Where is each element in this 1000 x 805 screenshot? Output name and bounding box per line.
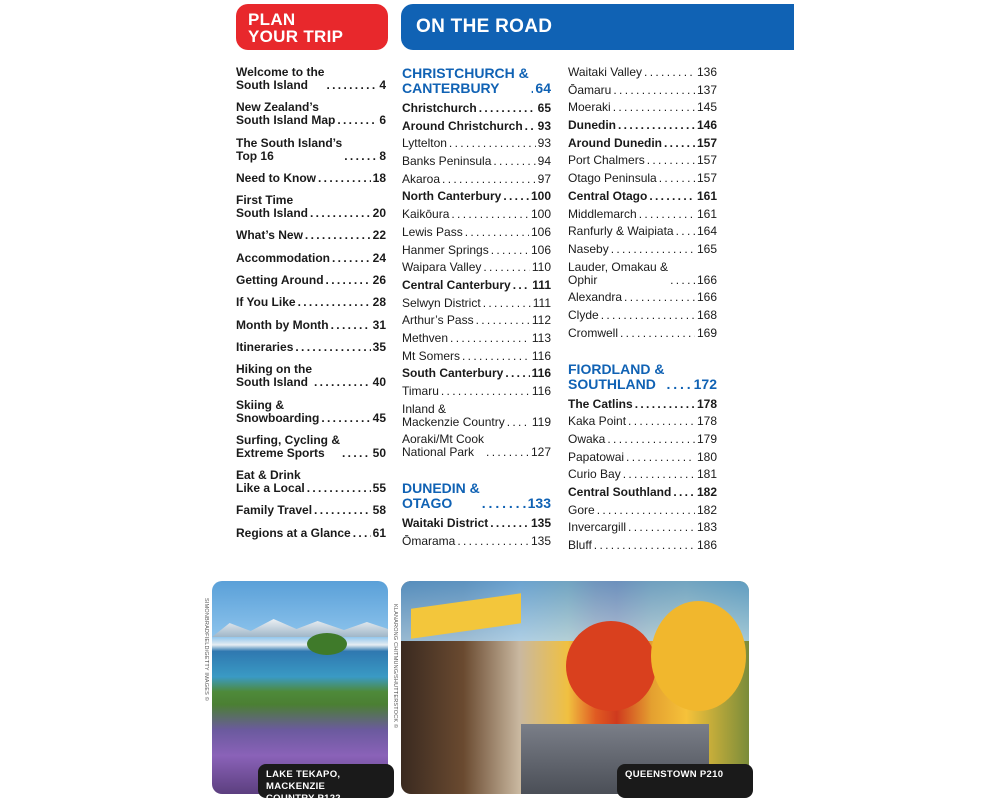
toc-entry-title: Need to Know — [236, 170, 316, 185]
dot-leader — [639, 208, 695, 221]
dot-leader — [442, 173, 536, 186]
toc-entry-title: Clyde — [568, 307, 599, 322]
plan-your-trip-banner — [236, 4, 388, 50]
toc-entry-page: 179 — [696, 432, 717, 446]
dot-leader — [626, 451, 695, 464]
toc-entry[interactable] — [402, 208, 551, 221]
toc-entry-page: 157 — [696, 135, 717, 150]
left-photo-credit: SIMONBRADFIELD/GETTY IMAGES © — [203, 598, 209, 701]
toc-entry-title: Accommodation — [236, 250, 331, 265]
toc-entry[interactable] — [402, 155, 551, 168]
toc-entry-page: 97 — [537, 171, 551, 186]
toc-entry[interactable] — [402, 517, 551, 530]
dot-leader — [611, 243, 695, 256]
dot-leader — [635, 398, 695, 411]
toc-entry-page: 182 — [696, 485, 717, 500]
lake-tekapo-caption — [258, 764, 394, 804]
toc-entry-page: 157 — [696, 153, 717, 168]
toc-entry-title: Ōamaru — [568, 82, 612, 97]
toc-entry-title: Alexandra — [568, 290, 623, 305]
toc-entry-page: 146 — [696, 118, 717, 133]
toc-entry-page: 64 — [535, 80, 551, 96]
toc-entry-title: Inland & Mackenzie Country — [402, 401, 505, 429]
dot-leader — [451, 208, 529, 221]
dot-leader — [503, 190, 529, 203]
dot-leader — [620, 327, 695, 340]
toc-entry[interactable] — [236, 504, 386, 517]
toc-entry-page: 24 — [372, 250, 386, 265]
dot-leader — [525, 120, 536, 133]
toc-entry[interactable] — [402, 66, 551, 96]
toc-entry[interactable] — [236, 363, 386, 389]
dot-leader — [597, 504, 695, 517]
dot-leader — [342, 447, 371, 460]
dot-leader — [486, 446, 529, 459]
dot-leader — [490, 517, 529, 530]
dot-leader — [449, 137, 536, 150]
toc-entry[interactable] — [236, 469, 386, 495]
toc-entry-title: Lewis Pass — [402, 224, 463, 239]
dot-leader — [601, 309, 695, 322]
toc-entry[interactable] — [568, 137, 717, 150]
toc-entry[interactable] — [402, 385, 551, 398]
dot-leader — [483, 261, 529, 274]
toc-entry-title: Port Chalmers — [568, 153, 645, 168]
toc-entry[interactable] — [236, 194, 386, 220]
toc-entry-title: Ranfurly & Waipiata — [568, 224, 674, 239]
toc-entry-page: 112 — [531, 313, 551, 328]
toc-entry[interactable] — [568, 225, 717, 238]
toc-entry-title: Lyttelton — [402, 136, 447, 151]
toc-entry-title: Month by Month — [236, 317, 329, 332]
toc-entry-page: 35 — [372, 339, 386, 354]
toc-entry[interactable] — [402, 332, 551, 345]
toc-entry[interactable] — [402, 102, 551, 115]
dot-leader — [457, 535, 529, 548]
toc-entry-page: 111 — [532, 295, 551, 310]
toc-entry-page: 157 — [696, 171, 717, 186]
toc-entry-title: Selwyn District — [402, 295, 481, 310]
plan-banner-text: PLAN YOUR TRIP — [248, 10, 344, 46]
toc-entry-page: 165 — [696, 241, 717, 256]
toc-entry-title: DUNEDIN & OTAGO — [402, 480, 480, 512]
toc-entry-title: Waipara Valley — [402, 260, 482, 275]
toc-entry-page: 111 — [532, 277, 551, 292]
toc-entry-title: Central Southland — [568, 485, 672, 500]
toc-entry-title: If You Like — [236, 295, 296, 310]
toc-entry-title: Dunedin — [568, 118, 616, 133]
toc-entry-title: Arthur’s Pass — [402, 313, 474, 328]
dot-leader — [670, 274, 695, 287]
toc-entry[interactable] — [402, 173, 551, 186]
toc-entry[interactable] — [568, 468, 717, 481]
toc-entry-page: 172 — [693, 375, 717, 392]
toc-entry-page: 20 — [372, 206, 386, 221]
toc-entry-page: 119 — [531, 414, 551, 429]
toc-entry-page: 168 — [696, 307, 717, 322]
toc-entry-title: Aoraki/Mt Cook National Park — [402, 432, 485, 460]
toc-entry-page: 169 — [696, 325, 717, 340]
lake-tekapo-photo — [212, 581, 388, 794]
toc-entry[interactable] — [236, 399, 386, 425]
toc-entry-title: Banks Peninsula — [402, 154, 492, 169]
toc-entry-page: 180 — [696, 449, 717, 464]
toc-entry-title: Around Christchurch — [402, 118, 523, 133]
toc-entry-title: Kaikōura — [402, 207, 450, 222]
toc-entry-title: Kaka Point — [568, 414, 627, 429]
toc-entry-title: Otago Peninsula — [568, 171, 657, 186]
dot-leader — [321, 412, 370, 425]
toc-entry-page: 178 — [696, 396, 717, 411]
toc-entry-page: 106 — [530, 242, 551, 257]
toc-entry-page: 100 — [530, 207, 551, 222]
dot-leader — [307, 482, 371, 495]
dot-leader — [479, 102, 536, 115]
toc-entry-page: 127 — [530, 445, 551, 460]
toc-entry[interactable] — [236, 319, 386, 332]
toc-entry-title: Cromwell — [568, 325, 619, 340]
toc-entry[interactable] — [568, 415, 717, 428]
toc-entry[interactable] — [236, 66, 386, 92]
toc-entry-title: Moeraki — [568, 100, 611, 115]
dot-leader — [618, 119, 695, 132]
dot-leader — [531, 81, 534, 96]
toc-entry-page: 58 — [372, 503, 386, 518]
toc-entry-title: Welcome to the South Island — [236, 65, 325, 92]
toc-entry[interactable] — [568, 327, 717, 340]
toc-entry[interactable] — [568, 433, 717, 446]
toc-entry-title: Waitaki District — [402, 516, 489, 531]
toc-entry-title: Akaroa — [402, 171, 441, 186]
toc-entry-title: Surfing, Cycling & Extreme Sports — [236, 432, 341, 460]
dot-leader — [491, 244, 529, 257]
dot-leader — [441, 385, 530, 398]
dot-leader — [676, 225, 695, 238]
toc-entry-page: 61 — [372, 525, 386, 540]
toc-entry-title: Hanmer Springs — [402, 242, 489, 257]
toc-entry-page: 178 — [696, 414, 717, 429]
toc-entry-page: 135 — [530, 534, 551, 549]
toc-entry[interactable] — [568, 486, 717, 499]
toc-entry[interactable] — [568, 362, 717, 392]
toc-entry[interactable] — [402, 314, 551, 327]
toc-entry-page: 28 — [372, 295, 386, 310]
toc-entry-page: 161 — [696, 188, 717, 203]
toc-entry[interactable] — [568, 539, 717, 552]
left-caption-text: LAKE TEKAPO, MACKENZIE COUNTRY P122 — [266, 769, 341, 804]
toc-entry[interactable] — [402, 433, 551, 459]
toc-entry[interactable] — [402, 244, 551, 257]
toc-entry[interactable] — [402, 297, 551, 310]
toc-entry-title: Around Dunedin — [568, 135, 662, 150]
toc-entry-title: New Zealand’s South Island Map — [236, 100, 336, 128]
toc-entry[interactable] — [402, 190, 551, 203]
toc-entry-page: 113 — [531, 330, 551, 345]
toc-entry[interactable] — [402, 120, 551, 133]
dot-leader — [623, 468, 695, 481]
toc-entry-title: Gore — [568, 502, 595, 517]
toc-entry[interactable] — [402, 481, 551, 511]
toc-entry[interactable] — [568, 119, 717, 132]
toc-entry-title: Family Travel — [236, 503, 313, 518]
toc-entry-page: 106 — [530, 224, 551, 239]
dot-leader — [594, 539, 695, 552]
toc-entry-title: Eat & Drink Like a Local — [236, 468, 305, 496]
toc-entry[interactable] — [402, 535, 551, 548]
toc-entry[interactable] — [568, 101, 717, 114]
road-contents-column-1 — [402, 66, 551, 553]
toc-entry[interactable] — [236, 527, 386, 540]
toc-entry-title: Regions at a Glance — [236, 525, 351, 540]
toc-entry-page: 94 — [537, 154, 551, 169]
dot-leader — [647, 154, 695, 167]
toc-entry-title: Owaka — [568, 432, 606, 446]
toc-entry[interactable] — [568, 172, 717, 185]
toc-entry[interactable] — [568, 398, 717, 411]
toc-entry-page: 6 — [379, 113, 386, 128]
dot-leader — [314, 376, 371, 389]
toc-entry-title: Naseby — [568, 241, 609, 256]
dot-leader — [513, 279, 531, 292]
toc-entry[interactable] — [236, 296, 386, 309]
dot-leader — [644, 66, 695, 79]
dot-leader — [483, 297, 531, 310]
toc-entry-title: First Time South Island — [236, 193, 308, 221]
right-photo-credit: KLANARONG CHITMUNG/SHUTTERSTOCK © — [392, 604, 398, 729]
right-caption-text: QUEENSTOWN P210 — [625, 769, 724, 780]
dot-leader — [462, 350, 530, 363]
dot-leader — [624, 291, 695, 304]
toc-entry-page: 137 — [696, 82, 717, 97]
toc-entry-page: 110 — [531, 260, 551, 275]
toc-entry-page: 181 — [696, 467, 717, 482]
dot-leader — [326, 79, 377, 92]
toc-entry-title: Methven — [402, 330, 449, 345]
dot-leader — [482, 496, 526, 511]
toc-entry[interactable] — [402, 367, 551, 380]
toc-entry[interactable] — [402, 403, 551, 429]
dot-leader — [507, 416, 530, 429]
dot-leader — [298, 296, 371, 309]
dot-leader — [613, 84, 695, 97]
toc-entry-page: 164 — [696, 224, 717, 239]
toc-entry-page: 50 — [372, 445, 386, 460]
dot-leader — [666, 377, 691, 392]
toc-entry[interactable] — [402, 137, 551, 150]
toc-entry[interactable] — [568, 66, 717, 79]
plan-contents-column — [236, 66, 386, 549]
toc-entry-page: 8 — [379, 148, 386, 163]
dot-leader — [305, 229, 371, 242]
toc-entry-title: Ōmarama — [402, 534, 456, 549]
toc-entry-title: The Catlins — [568, 396, 633, 411]
toc-entry-page: 45 — [372, 410, 386, 425]
dot-leader — [628, 521, 695, 534]
toc-entry-page: 183 — [696, 520, 717, 535]
dot-leader — [331, 319, 371, 332]
dot-leader — [493, 155, 535, 168]
dot-leader — [332, 252, 371, 265]
toc-entry-page: 136 — [696, 65, 717, 79]
toc-entry[interactable] — [236, 274, 386, 287]
toc-entry[interactable] — [236, 434, 386, 460]
toc-entry-page: 100 — [530, 189, 551, 204]
toc-entry-page: 116 — [531, 366, 551, 381]
toc-entry[interactable] — [402, 279, 551, 292]
dot-leader — [353, 527, 371, 540]
toc-entry[interactable] — [236, 229, 386, 242]
toc-entry[interactable] — [568, 208, 717, 221]
toc-entry-title: Lauder, Omakau & Ophir — [568, 259, 669, 287]
dot-leader — [628, 415, 695, 428]
dot-leader — [337, 114, 377, 127]
yellow-tree-shape — [651, 601, 746, 711]
toc-entry-page: 116 — [531, 348, 551, 363]
on-the-road-banner — [401, 4, 794, 50]
toc-entry-page: 18 — [372, 170, 386, 185]
red-tree-shape — [566, 621, 656, 711]
dot-leader — [318, 172, 371, 185]
toc-entry-title: Central Canterbury — [402, 277, 511, 292]
toc-entry-title: Timaru — [402, 384, 439, 398]
toc-entry[interactable] — [568, 309, 717, 322]
toc-entry[interactable] — [568, 261, 717, 287]
toc-entry-title: Middlemarch — [568, 206, 637, 221]
toc-entry-page: 55 — [372, 481, 386, 496]
dot-leader — [465, 226, 529, 239]
toc-entry-page: 182 — [696, 502, 717, 517]
dot-leader — [659, 172, 695, 185]
toc-entry-page: 116 — [531, 384, 551, 398]
toc-entry[interactable] — [402, 226, 551, 239]
toc-entry[interactable] — [568, 521, 717, 534]
dot-leader — [314, 504, 371, 517]
toc-entry-page: 22 — [372, 228, 386, 243]
toc-entry-page: 166 — [696, 290, 717, 305]
toc-entry-page: 4 — [379, 78, 386, 92]
toc-entry[interactable] — [568, 84, 717, 97]
dot-leader — [295, 341, 370, 354]
dot-leader — [326, 274, 371, 287]
toc-entry[interactable] — [568, 190, 717, 203]
toc-entry[interactable] — [236, 101, 386, 127]
toc-entry[interactable] — [236, 252, 386, 265]
dot-leader — [476, 314, 530, 327]
toc-entry[interactable] — [402, 261, 551, 274]
toc-entry-page: 186 — [696, 538, 717, 553]
dot-leader — [649, 190, 695, 203]
toc-entry[interactable] — [236, 137, 386, 163]
toc-entry-page: 135 — [530, 516, 551, 531]
toc-entry-page: 65 — [537, 101, 551, 115]
toc-entry[interactable] — [568, 291, 717, 304]
mountains-shape — [212, 617, 388, 637]
toc-entry-title: Papatowai — [568, 449, 625, 464]
toc-entry-page: 93 — [537, 118, 551, 133]
toc-entry[interactable] — [236, 341, 386, 354]
toc-entry-page: 40 — [372, 375, 386, 390]
island-shape — [307, 633, 347, 655]
dot-leader — [505, 367, 529, 380]
toc-entry[interactable] — [568, 243, 717, 256]
toc-entry-page: 166 — [696, 272, 717, 287]
toc-entry[interactable] — [568, 504, 717, 517]
dot-leader — [673, 486, 695, 499]
toc-entry-title: Central Otago — [568, 188, 648, 203]
dot-leader — [613, 101, 695, 114]
toc-entry-title: What’s New — [236, 228, 303, 243]
road-banner-text: ON THE ROAD — [416, 16, 553, 37]
toc-entry-title: CHRISTCHURCH & CANTERBURY — [402, 65, 529, 96]
toc-entry-page: 31 — [372, 317, 386, 332]
queenstown-photo — [401, 581, 749, 794]
toc-entry[interactable] — [568, 154, 717, 167]
toc-entry-title: Mt Somers — [402, 348, 461, 363]
queenstown-caption — [617, 764, 753, 798]
dot-leader — [344, 150, 377, 163]
toc-entry-title: Bluff — [568, 538, 592, 553]
toc-entry[interactable] — [568, 451, 717, 464]
toc-entry-title: North Canterbury — [402, 189, 502, 204]
toc-entry-title: South Canterbury — [402, 366, 504, 381]
toc-entry[interactable] — [402, 350, 551, 363]
toc-entry-title: Waitaki Valley — [568, 65, 643, 79]
toc-entry-title: Hiking on the South Island — [236, 362, 312, 390]
dot-leader — [310, 207, 371, 220]
toc-entry-page: 161 — [696, 206, 717, 221]
toc-entry-page: 133 — [527, 495, 551, 512]
toc-entry-title: Getting Around — [236, 273, 324, 288]
toc-entry-page: 93 — [537, 136, 551, 151]
dot-leader — [664, 137, 695, 150]
toc-entry-title: Skiing & Snowboarding — [236, 397, 320, 425]
toc-entry[interactable] — [236, 172, 386, 185]
toc-entry-title: FIORDLAND & SOUTHLAND — [568, 360, 665, 392]
toc-entry-page: 145 — [696, 100, 717, 115]
toc-entry-title: Invercargill — [568, 520, 627, 535]
dot-leader — [450, 332, 530, 345]
toc-entry-title: Itineraries — [236, 339, 294, 354]
toc-entry-title: Curio Bay — [568, 467, 621, 482]
toc-entry-page: 26 — [372, 273, 386, 288]
toc-entry-title: The South Island’s Top 16 — [236, 135, 343, 163]
road-contents-column-2 — [568, 66, 717, 557]
toc-entry-title: Christchurch — [402, 101, 477, 115]
dot-leader — [607, 433, 695, 446]
